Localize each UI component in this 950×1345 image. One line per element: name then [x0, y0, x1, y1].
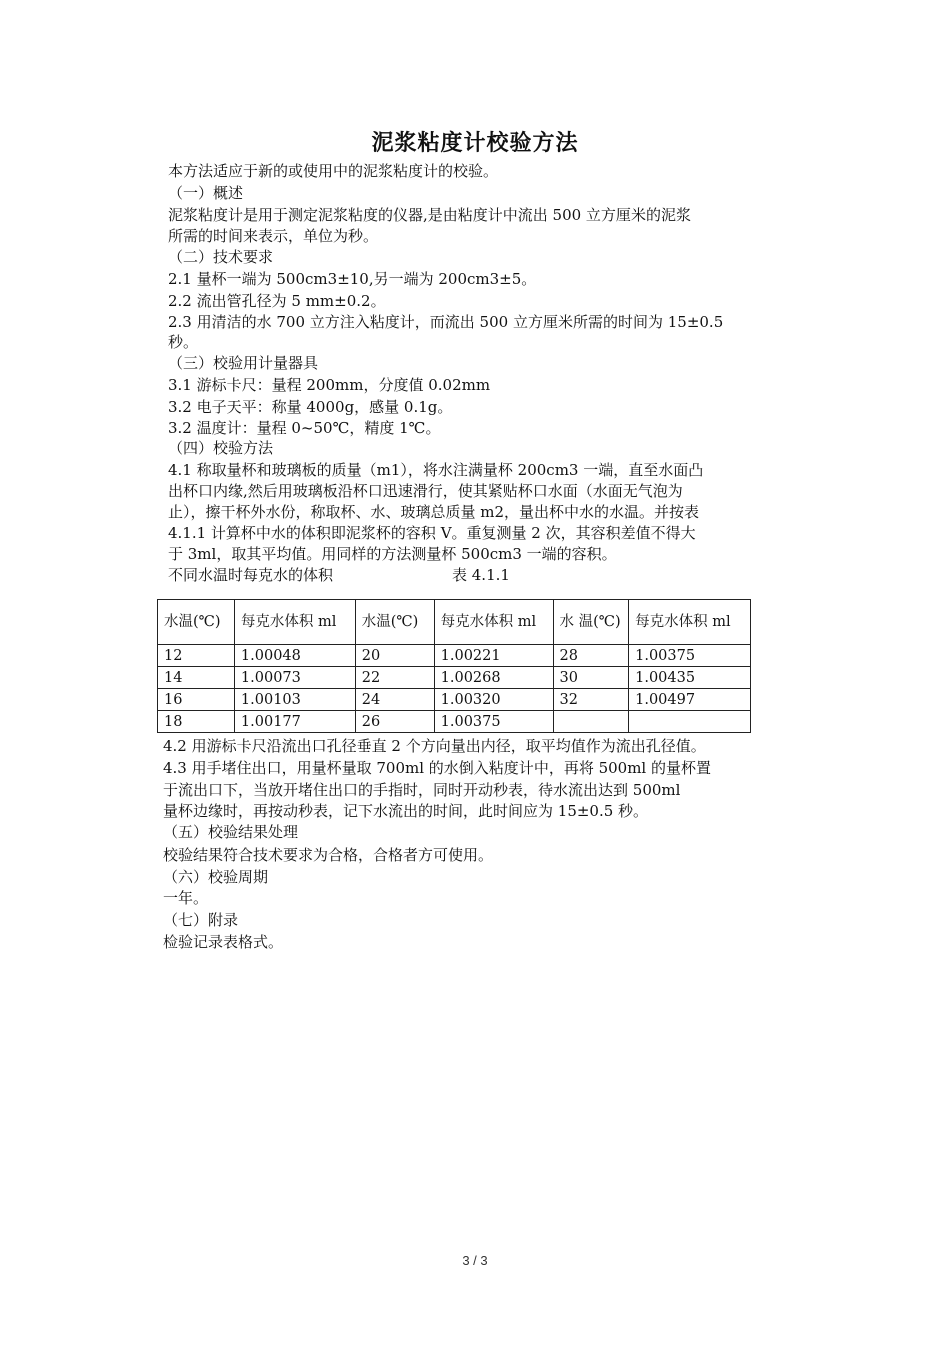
table-cell: 28	[553, 645, 629, 667]
table-cell: 1.00497	[629, 689, 751, 711]
table-cell: 30	[553, 667, 629, 689]
paragraph-line: 2.1 量杯一端为 500cm3±10,另一端为 200cm3±5。	[168, 270, 537, 288]
table-cell: 1.00375	[629, 645, 751, 667]
paragraph-line: 一年。	[163, 889, 209, 907]
table-cell: 1.00375	[434, 711, 553, 733]
header-cell: 每克水体积 ml	[629, 600, 751, 645]
section-heading-3: （三）校验用计量器具	[168, 354, 319, 372]
page-number: 3 / 3	[462, 1253, 488, 1268]
section-heading-5: （五）校验结果处理	[163, 823, 299, 841]
table-cell: 1.00221	[434, 645, 553, 667]
table-cell: 22	[355, 667, 434, 689]
section-heading-7: （七）附录	[163, 911, 239, 929]
section-heading-4: （四）校验方法	[168, 439, 274, 457]
table-cell: 24	[355, 689, 434, 711]
header-cell: 水温(℃)	[158, 600, 235, 645]
table-cell: 1.00048	[234, 645, 355, 667]
paragraph-line: 出杯口内缘,然后用玻璃板沿杯口迅速滑行，使其紧贴杯口水面（水面无气泡为	[168, 482, 683, 500]
paragraph-line: 4.2 用游标卡尺沿流出口孔径垂直 2 个方向量出内径，取平均值作为流出孔径值。	[163, 737, 706, 755]
paragraph-line: 秒。	[168, 333, 199, 351]
paragraph-line: 所需的时间来表示，单位为秒。	[168, 227, 379, 245]
header-cell: 水 温(℃)	[553, 600, 629, 645]
paragraph-line: 4.1.1 计算杯中水的体积即泥浆杯的容积 V。重复测量 2 次，其容积差值不得大	[168, 524, 696, 542]
table-cell: 1.00103	[234, 689, 355, 711]
table-header-row	[158, 600, 751, 645]
paragraph-line: 4.1 称取量杯和玻璃板的质量（m1），将水注满量杯 200cm3 一端，直至水面凸	[168, 461, 704, 479]
table-row	[158, 667, 751, 689]
paragraph-line: 于 3ml，取其平均值。用同样的方法测量杯 500cm3 一端的容积。	[168, 545, 617, 563]
table-cell	[629, 711, 751, 733]
paragraph-line: 检验记录表格式。	[163, 933, 284, 951]
header-cell: 水温(℃)	[355, 600, 434, 645]
table-row	[158, 645, 751, 667]
table-cell: 26	[355, 711, 434, 733]
table-cell: 18	[158, 711, 235, 733]
table-cell: 1.00073	[234, 667, 355, 689]
paragraph-line: 泥浆粘度计是用于测定泥浆粘度的仪器,是由粘度计中流出 500 立方厘米的泥浆	[168, 206, 691, 224]
water-volume-table	[157, 599, 751, 733]
table-row	[158, 689, 751, 711]
paragraph-line: 3.2 温度计：量程 0~50℃，精度 1℃。	[168, 419, 441, 437]
table-cell: 32	[553, 689, 629, 711]
paragraph-line: 止），擦干杯外水份，称取杯、水、玻璃总质量 m2，量出杯中水的水温。并按表	[168, 503, 700, 521]
table-row	[158, 711, 751, 733]
paragraph-line: 于流出口下，当放开堵住出口的手指时，同时开动秒表，待水流出达到 500ml	[163, 781, 681, 799]
intro-line: 本方法适应于新的或使用中的泥浆粘度计的校验。	[168, 162, 499, 180]
header-cell: 每克水体积 ml	[434, 600, 553, 645]
table-cell: 12	[158, 645, 235, 667]
table-cell: 1.00177	[234, 711, 355, 733]
section-heading-6: （六）校验周期	[163, 868, 269, 886]
paragraph-line: 2.3 用清洁的水 700 立方注入粘度计，而流出 500 立方厘米所需的时间为 15±0.5	[168, 313, 724, 331]
table-cell: 1.00320	[434, 689, 553, 711]
table-cell: 16	[158, 689, 235, 711]
paragraph-line: 2.2 流出管孔径为 5 mm±0.2。	[168, 292, 386, 310]
paragraph-line: 4.3 用手堵住出口，用量杯量取 700ml 的水倒入粘度计中，再将 500ml 的量杯置	[163, 759, 712, 777]
header-cell: 每克水体积 ml	[234, 600, 355, 645]
paragraph-line: 3.2 电子天平：称量 4000g，感量 0.1g。	[168, 398, 453, 416]
paragraph-line: 校验结果符合技术要求为合格，合格者方可使用。	[163, 846, 494, 864]
table-cell: 20	[355, 645, 434, 667]
table-cell	[553, 711, 629, 733]
table-cell: 1.00435	[629, 667, 751, 689]
table-cell: 1.00268	[434, 667, 553, 689]
paragraph-line: 量杯边缘时，再按动秒表，记下水流出的时间，此时间应为 15±0.5 秒。	[163, 802, 649, 820]
document-title: 泥浆粘度计校验方法	[371, 130, 579, 156]
paragraph-line: 3.1 游标卡尺：量程 200mm，分度值 0.02mm	[168, 376, 491, 394]
table-intro-line: 不同水温时每克水的体积	[168, 566, 334, 584]
section-heading-2: （二）技术要求	[168, 248, 274, 266]
section-heading-1: （一）概述	[168, 184, 244, 202]
table-caption: 表 4.1.1	[452, 566, 510, 584]
table-cell: 14	[158, 667, 235, 689]
